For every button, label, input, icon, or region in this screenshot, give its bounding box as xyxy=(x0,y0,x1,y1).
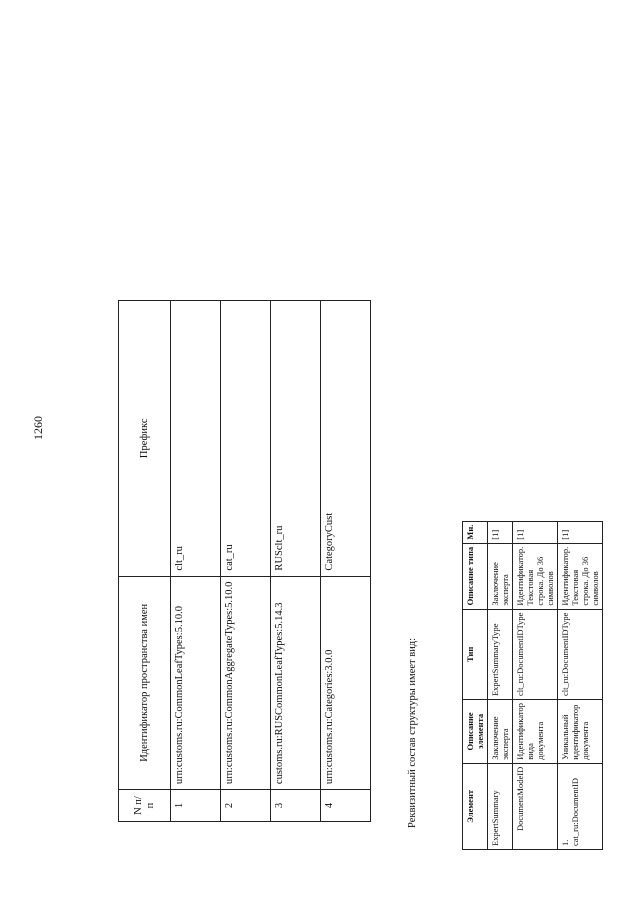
namespace-cell: urn:customs.ru:CommonAggregateTypes:5.10.0 xyxy=(221,576,271,790)
header-element-description: Описание элемента xyxy=(463,700,488,764)
namespace-cell: customs.ru:RUSCommonLeafTypes:5.14.3 xyxy=(271,576,321,790)
table-header-row xyxy=(119,301,171,822)
structure-table xyxy=(462,521,603,850)
header-type: Тип xyxy=(463,609,488,699)
multiplicity-cell: [1] xyxy=(488,521,513,543)
header-number: N п/п xyxy=(119,790,171,822)
prefix-cell: cat_ru xyxy=(221,301,271,577)
structure-caption: Реквизитный состав структуры имеет вид: xyxy=(407,637,418,828)
multiplicity-cell: [1] xyxy=(513,521,558,543)
table-header-row xyxy=(463,521,488,849)
header-prefix: Префикс xyxy=(119,301,171,577)
row-number: 2 xyxy=(221,790,271,822)
row-number: 4 xyxy=(321,790,371,822)
namespace-cell: urn:customs.ru:CommonLeafTypes:5.10.0 xyxy=(171,576,221,790)
element-cell: DocumentModeID xyxy=(513,763,558,849)
type-description-cell: Заключение эксперта xyxy=(488,543,513,609)
row-number: 1. xyxy=(560,839,570,846)
multiplicity-cell: [1] xyxy=(558,521,603,543)
page-number: 1260 xyxy=(31,416,45,440)
structure-table-wrapper xyxy=(462,521,603,850)
type-cell: clt_ru:DocumentIDType xyxy=(558,609,603,699)
header-type-description: Описание типа xyxy=(463,543,488,609)
header-multiplicity: Мн. xyxy=(463,521,488,543)
type-description-cell: Идентификатор. Текстовая строка. До 36 символов xyxy=(558,543,603,609)
type-description-cell: Идентификатор. Текстовая строка. До 36 символов xyxy=(513,543,558,609)
table-row xyxy=(488,521,513,849)
element-name: cat_ru:DocumentID xyxy=(570,778,580,846)
type-cell: clt_ru:DocumentIDType xyxy=(513,609,558,699)
table-row xyxy=(271,301,321,822)
namespace-table-wrapper xyxy=(118,300,371,822)
prefix-cell: clt_ru xyxy=(171,301,221,577)
table-row xyxy=(558,521,603,849)
header-element: Элемент xyxy=(463,763,488,849)
table-row xyxy=(513,521,558,849)
table-row xyxy=(321,301,371,822)
table-row xyxy=(221,301,271,822)
namespace-cell: urn:customs.ru:Categories:3.0.0 xyxy=(321,576,371,790)
prefix-cell: CategoryCust xyxy=(321,301,371,577)
header-namespace: Идентификатор пространства имен xyxy=(119,576,171,790)
namespace-table xyxy=(118,300,371,822)
row-number: 3 xyxy=(271,790,321,822)
element-cell: ExpertSummary xyxy=(488,763,513,849)
prefix-cell: RUSclt_ru xyxy=(271,301,321,577)
table-row xyxy=(171,301,221,822)
row-number: 1 xyxy=(171,790,221,822)
type-cell: ExpertSummaryType xyxy=(488,609,513,699)
element-description-cell: Идентификатор вида документа xyxy=(513,700,558,764)
element-description-cell: Заключение эксперта xyxy=(488,700,513,764)
element-cell xyxy=(558,763,603,849)
element-description-cell: Уникальный идентификатор документа xyxy=(558,700,603,764)
